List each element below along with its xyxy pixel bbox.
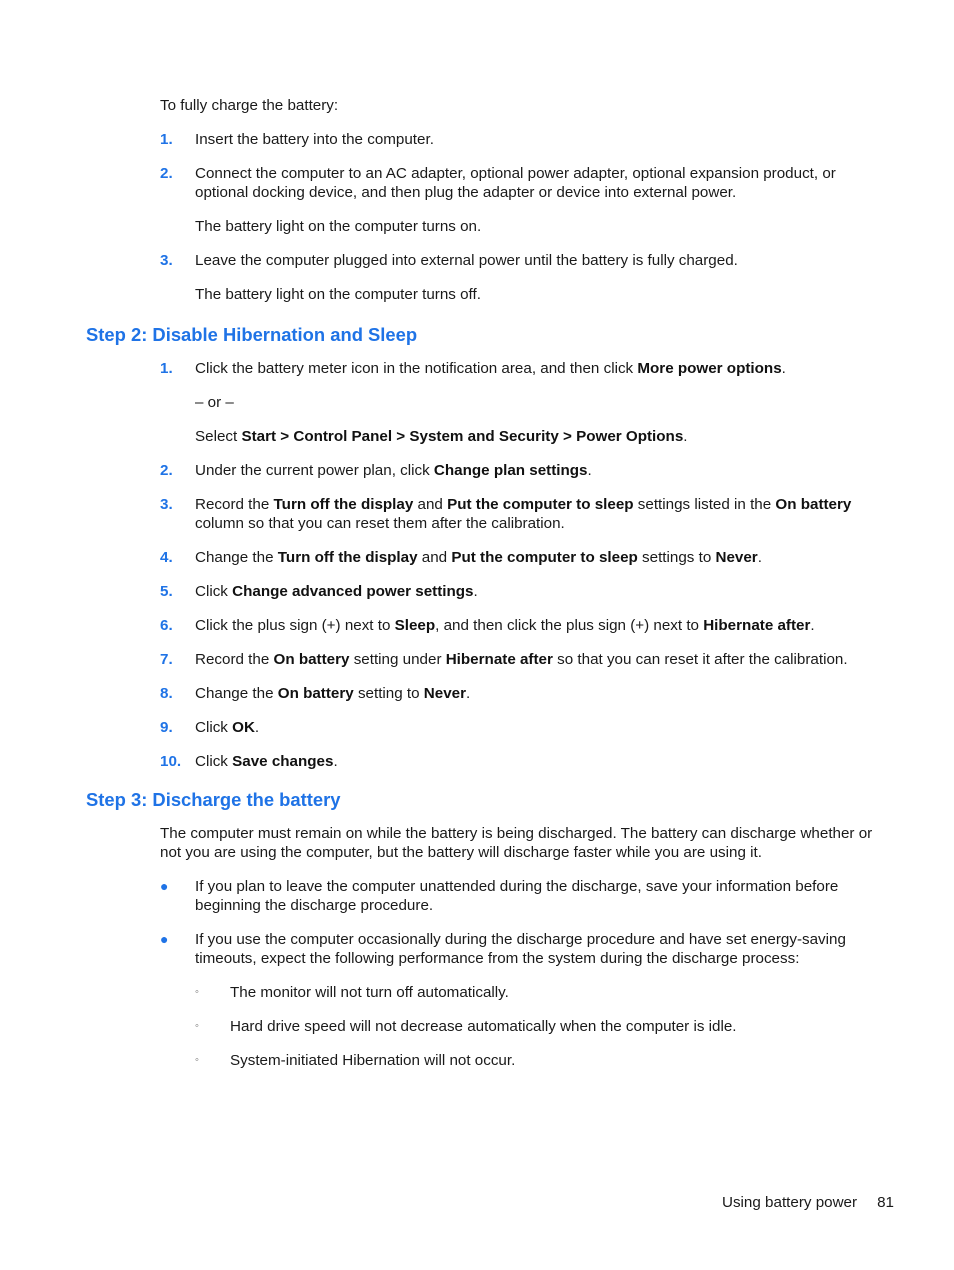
step-number: 3. [160,252,173,269]
step-number: 5. [160,583,173,600]
step-number: 9. [160,719,173,736]
step2-list [160,359,890,786]
list-item: 6. Click the plus sign (+) next to Sleep, and then click the plus sign (+) next to Hibernate after. [160,617,815,634]
step-note: The battery light on the computer turns on. [195,218,482,235]
list-item: 5. Click Change advanced power settings. [160,583,478,600]
bullet-icon: ● [160,931,169,947]
step-number: 1. [160,131,173,148]
step-number: 6. [160,617,173,634]
list-item: 10. Click Save changes. [160,753,338,770]
circle-bullet-icon: ◦ [195,1020,199,1032]
step-number: 8. [160,685,173,702]
list-item: ● If you use the computer occasionally during the discharge procedure and have set energy-saving timeouts, expect the following performance from the system during the discharge process: ◦ The monitor will not turn off automatically. ◦ Hard drive speed will not decrease automatically when the computer is idle. ◦ System-initiated Hibernation will not occur. [160,930,890,1070]
discharge-paragraph: The computer must remain on while the battery is being discharged. The battery can discharge whether or not you are using the computer, but the battery will discharge faster while you are using it. [160,825,873,861]
list-item: 8. Change the On battery setting to Never. [160,685,471,702]
bullet-icon: ● [160,878,169,894]
step-number: 2. [160,462,173,479]
circle-bullet-icon: ◦ [195,1054,199,1066]
section-heading-step2: Step 2: Disable Hibernation and Sleep [86,324,418,345]
step-number: 10. [160,753,182,770]
step-number: 4. [160,549,173,566]
list-item: ◦ The monitor will not turn off automatically. [195,984,509,1001]
list-item: ◦ Hard drive speed will not decrease automatically when the computer is idle. [195,1018,737,1035]
circle-bullet-icon: ◦ [195,986,199,998]
list-item: 1. Click the battery meter icon in the notification area, and then click More power options. – or – Select Start > Control Panel > System and Security > Power Options. [160,359,890,446]
list-item: 3. Leave the computer plugged into external power until the battery is fully charged. The battery light on the computer turns off. [160,251,890,304]
list-item: 2. Connect the computer to an AC adapter, optional power adapter, optional expansion product, or optional docking device, and then plug the adapter or device into external power. The battery light on the computer turns on. [160,164,890,236]
step-note: The battery light on the computer turns off. [195,286,481,303]
page-number: 81 [877,1194,894,1211]
list-item: 1. Insert the battery into the computer. [160,131,434,148]
section-heading-step3: Step 3: Discharge the battery [86,789,341,810]
list-item: 2. Under the current power plan, click Change plan settings. [160,462,592,479]
step-number: 7. [160,651,173,668]
step-number: 2. [160,165,173,182]
step-number: 1. [160,360,173,377]
list-item: 9. Click OK. [160,719,260,736]
sub-bullet-list [195,983,890,1070]
footer-section-title: Using battery power [722,1194,858,1211]
or-separator: – or – [195,394,234,411]
list-item: 4. Change the Turn off the display and Put the computer to sleep settings to Never. [160,549,762,566]
intro-text: To fully charge the battery: [160,97,339,114]
list-item: ◦ System-initiated Hibernation will not occur. [195,1052,516,1069]
discharge-bullets [160,877,890,1085]
charge-steps-list [160,130,890,319]
step-number: 3. [160,496,173,513]
list-item: 7. Record the On battery setting under Hibernate after so that you can reset it after the calibration. [160,651,848,668]
list-item: ● If you plan to leave the computer unattended during the discharge, save your information before beginning the discharge procedure. [160,878,839,914]
list-item: 3. Record the Turn off the display and Put the computer to sleep settings listed in the On battery column so that you can reset them after the calibration. [160,496,852,532]
page-footer [722,1193,894,1212]
